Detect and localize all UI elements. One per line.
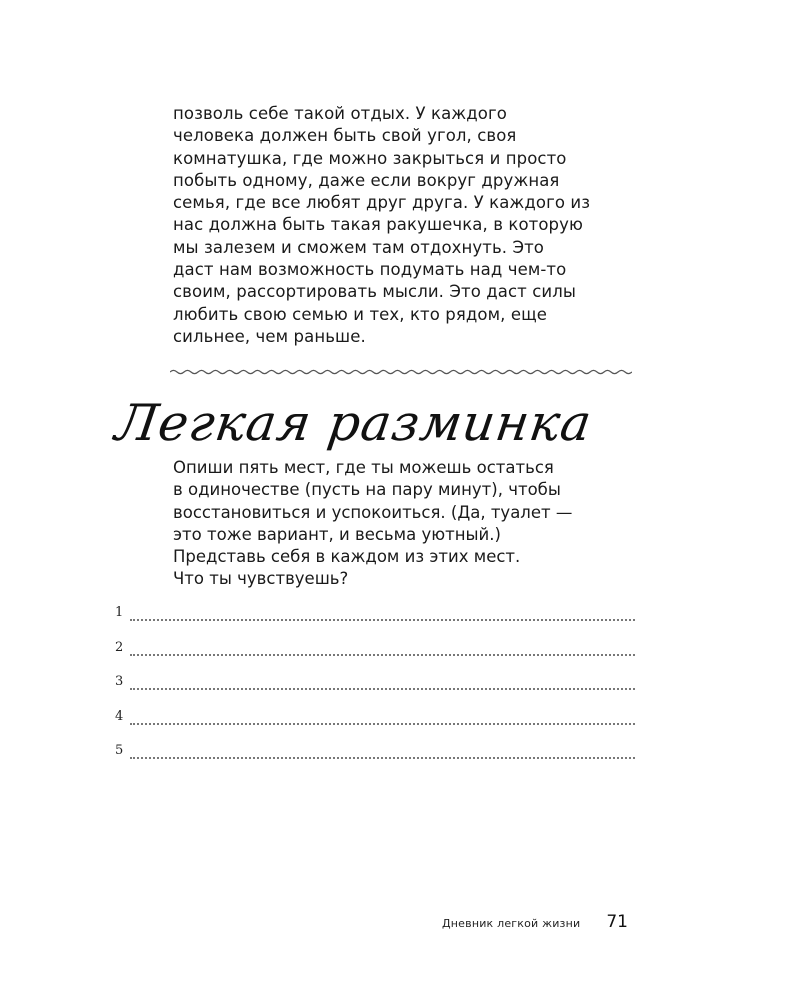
paragraph-line: своим, рассортировать мысли. Это даст силы (173, 282, 576, 302)
answer-number: 5 (115, 743, 124, 758)
paragraph-line: комнатушка, где можно закрыться и просто (173, 148, 567, 168)
prompt-line: в одиночестве (пусть на пару минут), чтобы (173, 480, 561, 500)
paragraph-line: мы залезем и сможем там отдохнуть. Это (173, 237, 545, 257)
paragraph-line: сильнее, чем раньше. (173, 326, 366, 346)
paragraph-line: побыть одному, даже если вокруг дружная (173, 170, 560, 190)
answer-row (115, 743, 635, 778)
prompt-line: Опиши пять мест, где ты можешь остаться (173, 458, 554, 477)
dotted-answer-line (130, 654, 635, 656)
answer-number: 1 (115, 605, 124, 620)
paragraph-line: человека должен быть свой угол, своя (173, 126, 517, 146)
answer-number: 3 (115, 674, 124, 689)
answer-row (115, 605, 635, 640)
answer-number: 4 (115, 708, 124, 724)
page-number: 71 (606, 912, 628, 932)
prompt-line: восстановиться и успокоиться. (Да, туалет — (173, 502, 573, 522)
dotted-answer-line (130, 619, 635, 621)
dotted-answer-line (130, 723, 635, 725)
answer-list (115, 605, 635, 778)
body-paragraph (173, 103, 643, 348)
page-footer (442, 912, 628, 932)
paragraph-line: любить свою семью и тех, кто рядом, еще (173, 304, 547, 324)
dotted-answer-line (130, 688, 635, 690)
paragraph-line: семья, где все любят друг друга. У каждого из (173, 193, 591, 213)
exercise-prompt (173, 457, 643, 591)
section-heading: Легкая разминка (111, 394, 596, 452)
prompt-line: это тоже вариант, и весьма уютный.) (173, 524, 501, 544)
book-title: Дневник легкой жизни (441, 917, 581, 930)
answer-row (115, 674, 635, 709)
prompt-line: Что ты чувствуешь? (173, 569, 349, 589)
answer-number: 2 (115, 639, 124, 655)
dotted-answer-line (130, 757, 635, 759)
paragraph-line: даст нам возможность подумать над чем-то (173, 260, 567, 280)
paragraph-line: нас должна быть такая ракушечка, в которую (173, 215, 583, 235)
prompt-line: Представь себя в каждом из этих мест. (173, 547, 521, 567)
wavy-divider (170, 365, 632, 379)
answer-row (115, 640, 635, 675)
paragraph-line: позволь себе такой отдых. У каждого (173, 104, 507, 123)
answer-row (115, 709, 635, 744)
